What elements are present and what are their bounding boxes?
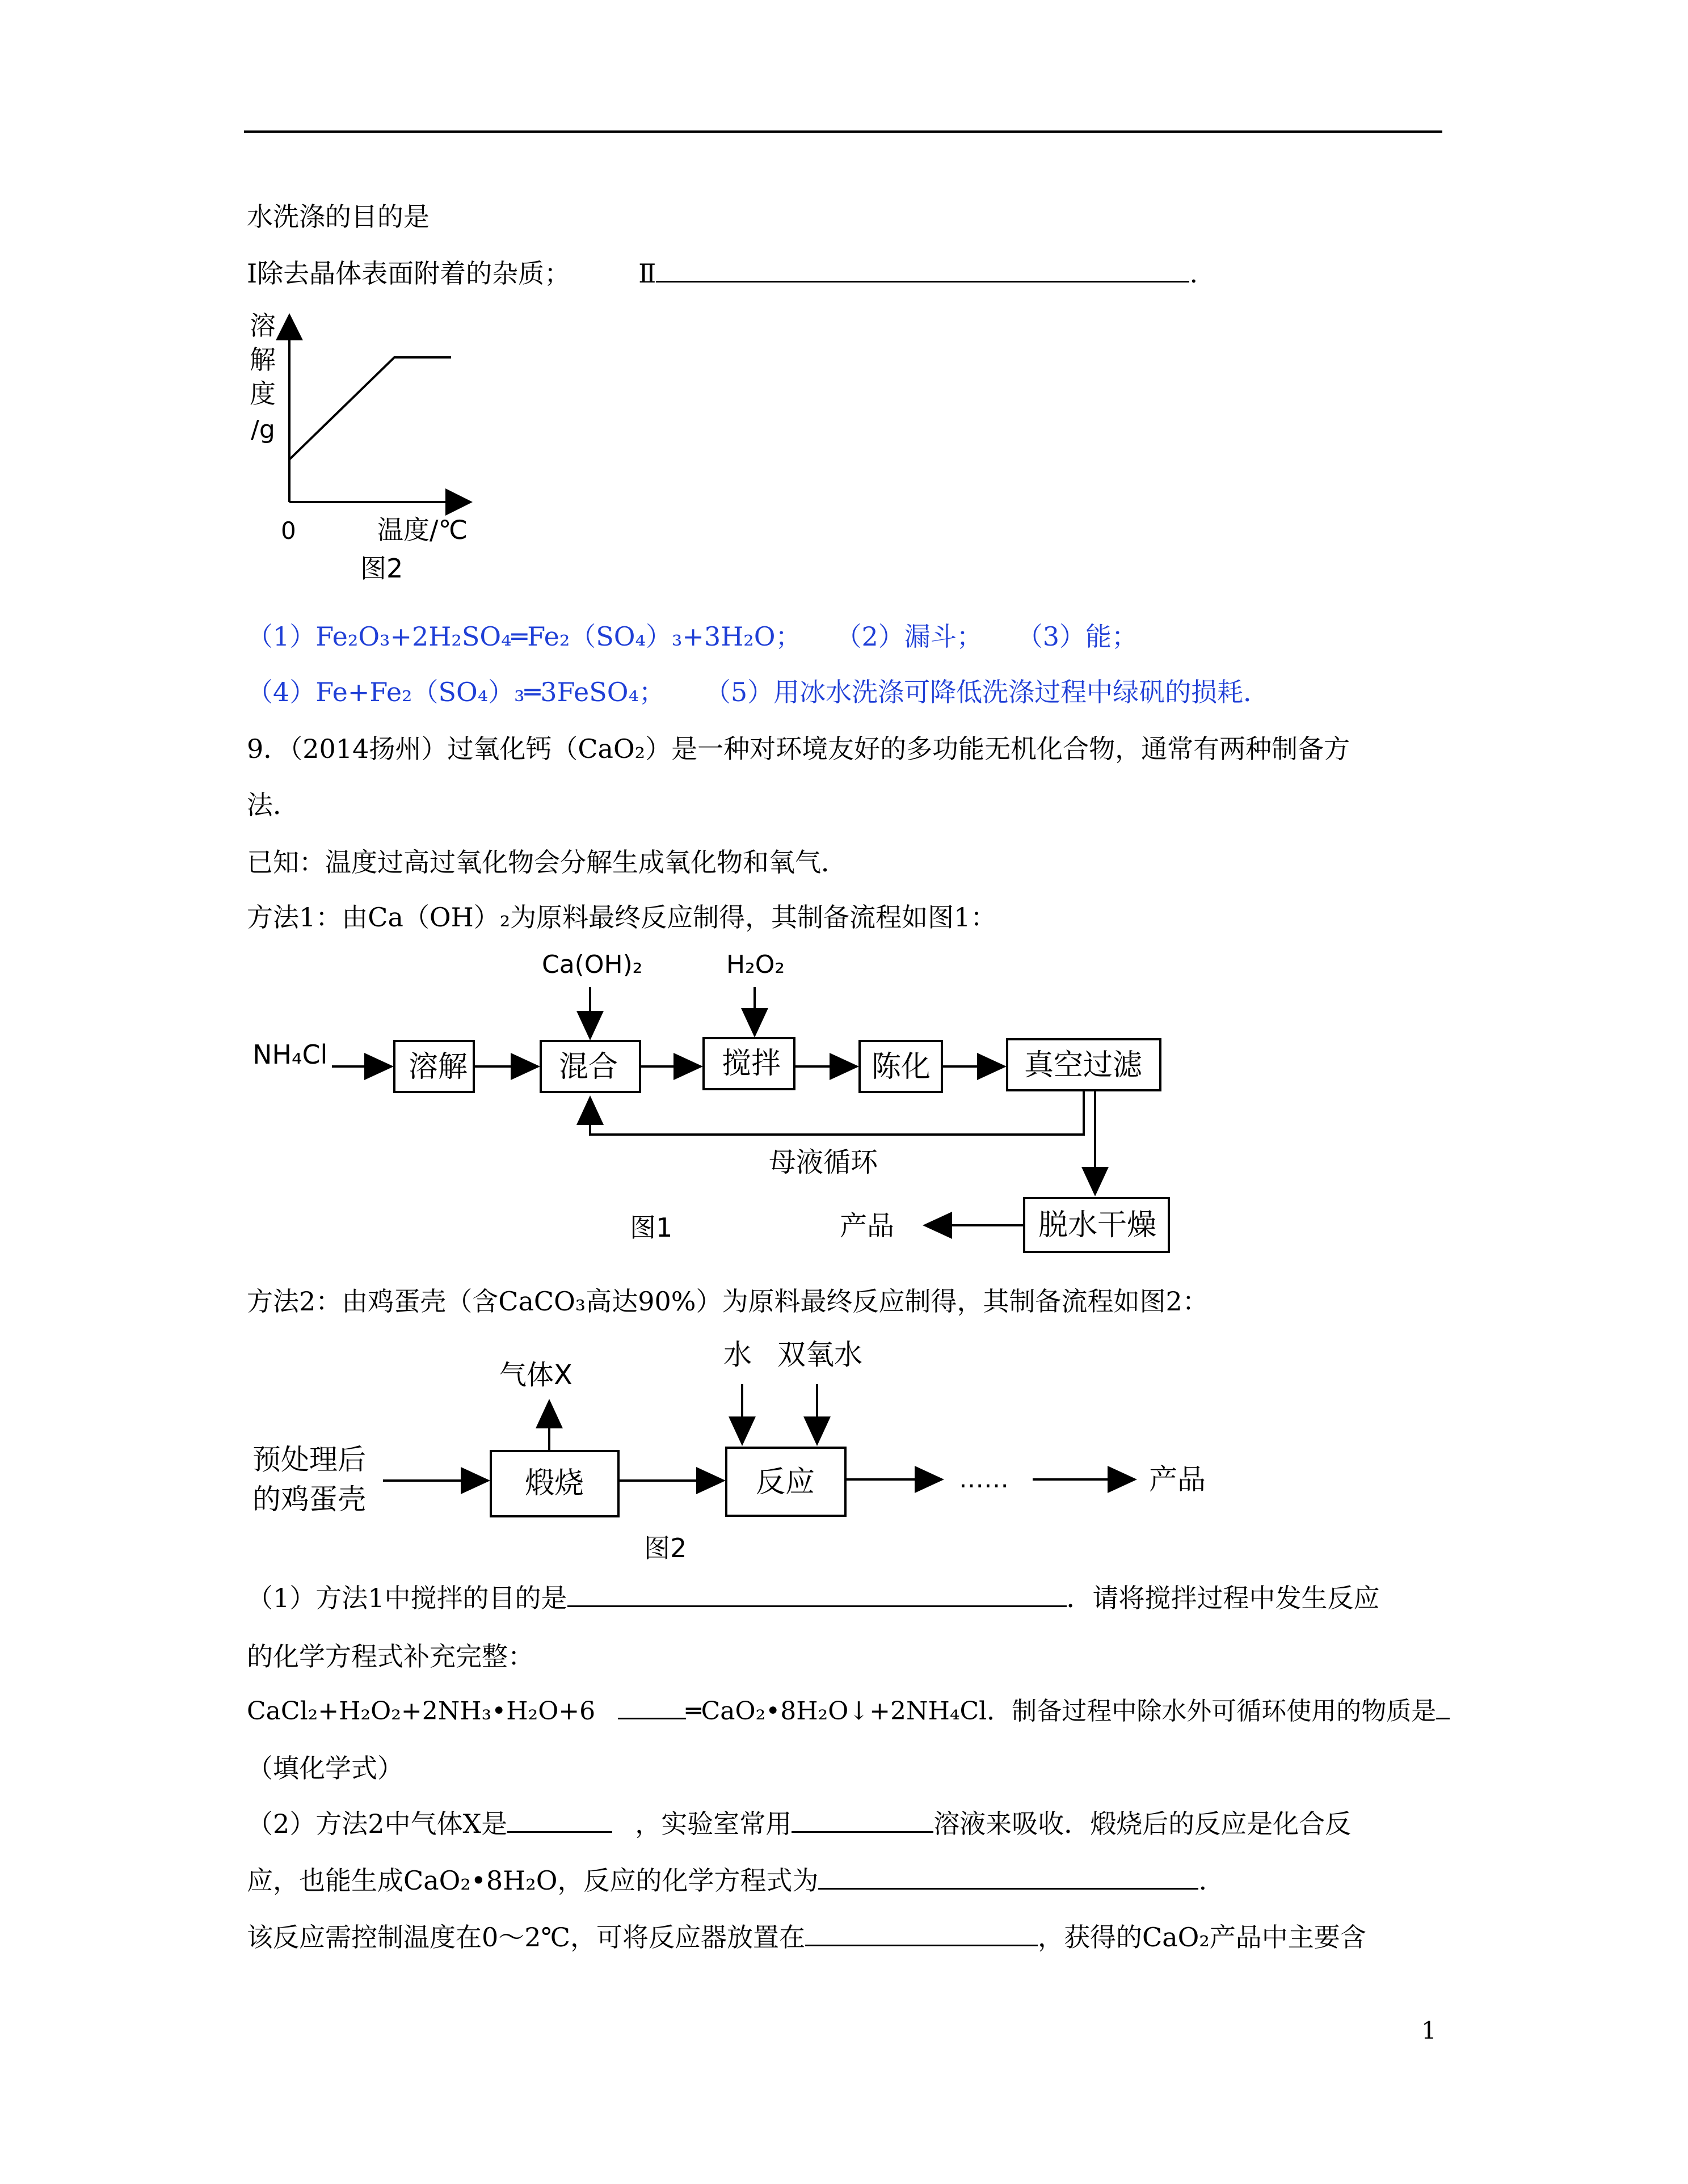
question-line: 该反应需控制温度在0～2℃，可将反应器放置在 ，获得的CaO₂产品中主要含 <box>247 1922 1366 1953</box>
solubility-graph <box>238 306 499 590</box>
answer-line: （1）Fe₂O₃+2H₂SO₄═Fe₂（SO₄）₃+3H₂O； （2）漏斗； （3）能； <box>247 621 1138 652</box>
flow2-input: 预处理后 <box>252 1443 366 1476</box>
text-line: Ⅰ除去晶体表面附着的杂质； Ⅱ . <box>247 258 1198 289</box>
question-line: 法． <box>247 790 299 820</box>
question-line: （1）方法1中搅拌的目的是 ．请将搅拌过程中发生反应 <box>247 1583 1380 1613</box>
answer-line: （4）Fe+Fe₂（SO₄）₃═3FeSO₄； （5）用冰水洗涤可降低洗涤过程中绿矾的损耗． <box>247 677 1270 707</box>
flow1-input: NH₄Cl <box>252 1039 328 1070</box>
text-line: 方法1：由Ca（OH）₂为原料最终反应制得，其制备流程如图1： <box>247 902 997 933</box>
answer-blank[interactable] <box>792 1808 933 1833</box>
graph-caption: 图2 <box>360 553 403 584</box>
answer-blank[interactable] <box>618 1695 686 1719</box>
flow1-feed: H₂O₂ <box>726 950 785 979</box>
flow2-feed: 水 <box>723 1338 752 1371</box>
flow2-caption: 图2 <box>644 1533 687 1563</box>
flow2-feed: 双氧水 <box>777 1338 862 1371</box>
flow1-step: 混合 <box>559 1050 618 1084</box>
x-axis-label: 温度/℃ <box>377 515 468 545</box>
flowchart-2 <box>238 1327 1260 1571</box>
flowchart-1 <box>238 942 1203 1271</box>
question-line: （2）方法2中气体X是 ，实验室常用 溶液来吸收．煅烧后的反应是化合反 <box>247 1808 1352 1839</box>
answer-blank[interactable] <box>507 1808 612 1833</box>
header-rule <box>244 130 1442 133</box>
flow2-dots: …… <box>959 1465 1009 1494</box>
equation-line: CaCl₂+H₂O₂+2NH₃•H₂O+6 ═CaO₂•8H₂O↓+2NH₄Cl．制备过程中除水外可循环使用的物质是 <box>247 1693 1450 1730</box>
origin-label: 0 <box>281 517 296 545</box>
y-axis-label: 解 <box>250 344 276 375</box>
text-line: 方法2：由鸡蛋壳（含CaCO₃高达90%）为原料最终反应制得，其制备流程如图2： <box>247 1286 1209 1317</box>
y-axis-label: 溶 <box>250 310 276 341</box>
y-axis-label: /g <box>251 415 275 444</box>
flow1-step: 脱水干燥 <box>1038 1208 1157 1242</box>
flow2-input: 的鸡蛋壳 <box>252 1483 366 1516</box>
question-line: （填化学式） <box>247 1753 403 1784</box>
flow1-step: 搅拌 <box>722 1047 781 1081</box>
answer-blank[interactable] <box>818 1865 1198 1890</box>
flow1-feed: Ca(OH)₂ <box>542 950 643 979</box>
question-line: 的化学方程式补充完整： <box>247 1641 534 1672</box>
solubility-curve <box>289 357 451 459</box>
flow2-gas: 气体X <box>499 1359 573 1391</box>
flow1-loop-label: 母液循环 <box>769 1146 878 1178</box>
question-line: 应，也能生成CaO₂•8H₂O，反应的化学方程式为 . <box>247 1865 1207 1896</box>
flow2-step: 反应 <box>756 1465 815 1499</box>
flow1-step: 溶解 <box>409 1050 468 1084</box>
flow1-step: 陈化 <box>872 1050 931 1084</box>
text-line: 已知：温度过高过氧化物会分解生成氧化物和氧气． <box>247 847 847 878</box>
text-line: 水洗涤的目的是 <box>247 201 430 232</box>
question-line: 9．（2014扬州）过氧化钙（CaO₂）是一种对环境友好的多功能无机化合物，通常有两种制备方 <box>247 733 1350 764</box>
y-axis-label: 度 <box>250 378 276 409</box>
flow1-product: 产品 <box>840 1210 895 1242</box>
answer-blank[interactable] <box>1436 1695 1450 1719</box>
page-number: 1 <box>1421 2017 1437 2044</box>
flow1-step: 真空过滤 <box>1024 1048 1143 1082</box>
flow2-product: 产品 <box>1149 1463 1206 1496</box>
answer-blank[interactable] <box>567 1583 1067 1607</box>
flow2-step: 煅烧 <box>525 1466 584 1500</box>
answer-blank[interactable] <box>656 258 1189 283</box>
answer-blank[interactable] <box>805 1922 1038 1946</box>
flow1-caption: 图1 <box>630 1212 673 1243</box>
